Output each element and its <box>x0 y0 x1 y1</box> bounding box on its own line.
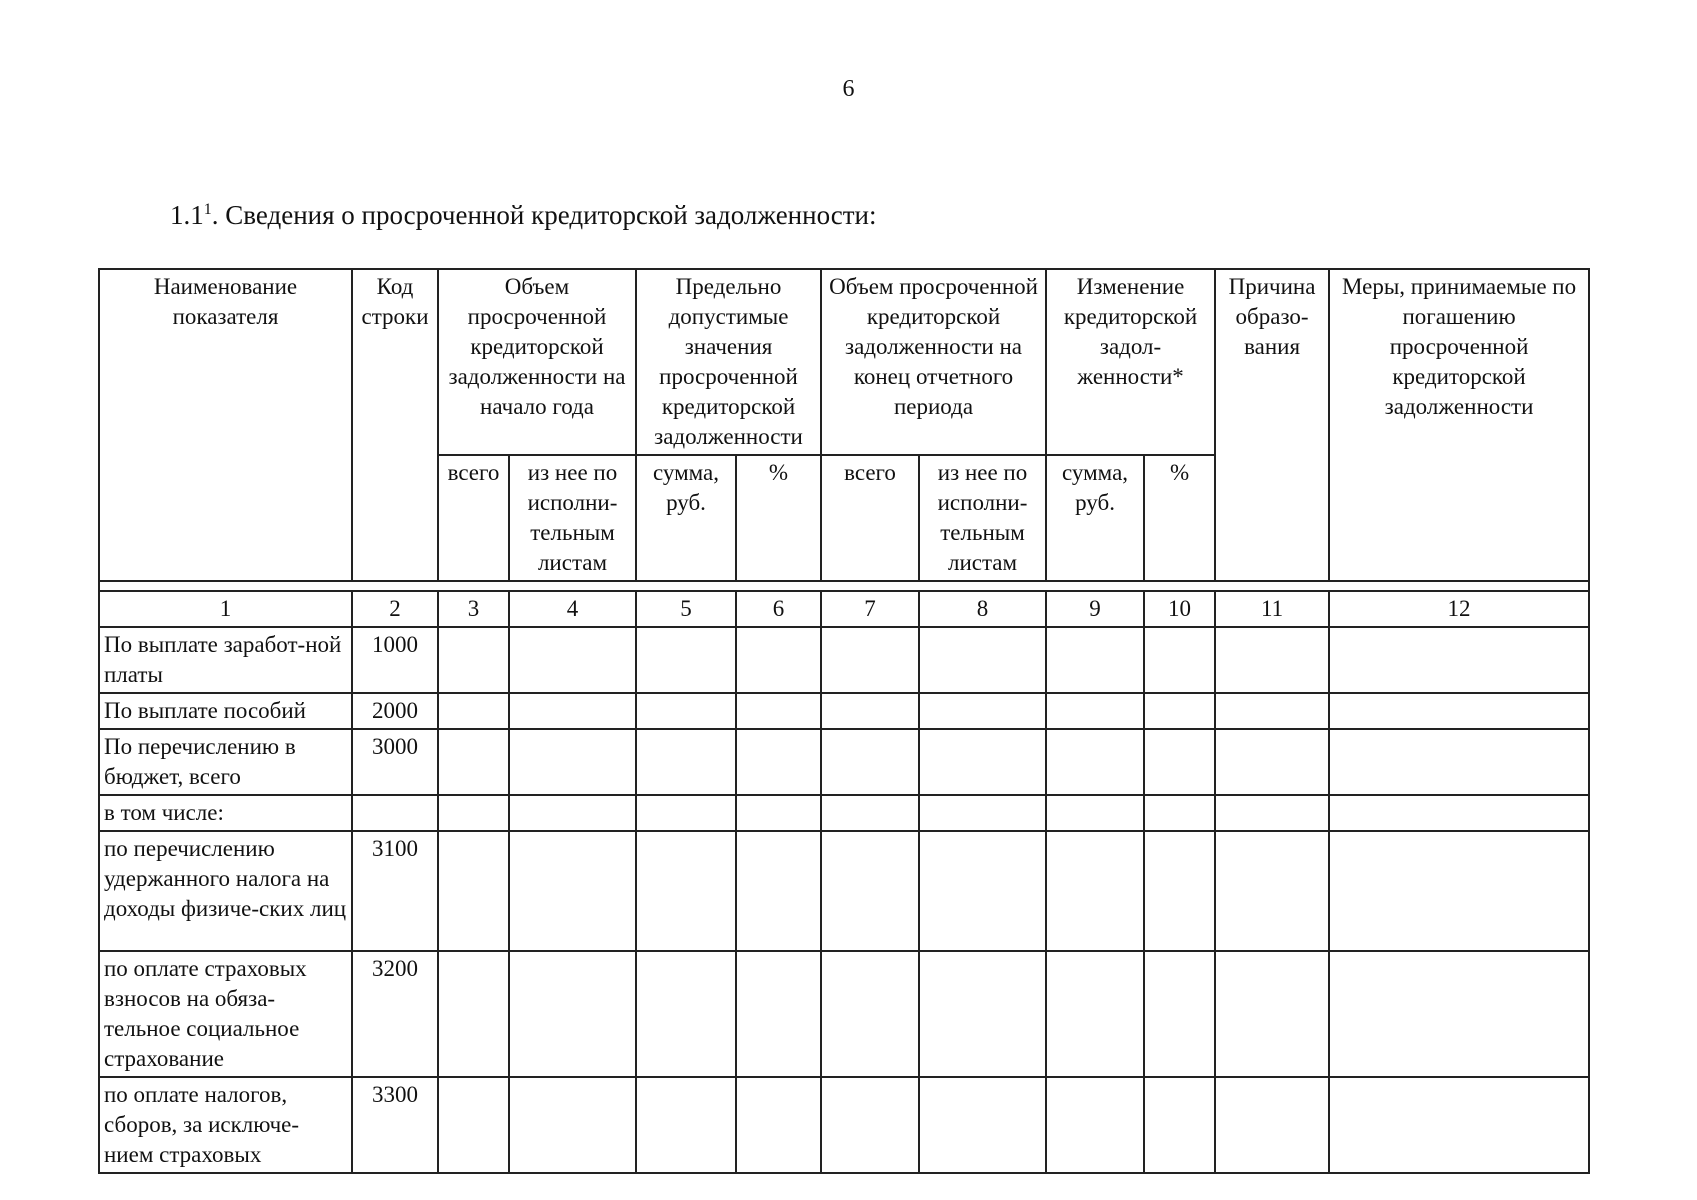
cell-total-start[interactable] <box>438 729 509 795</box>
column-number: 12 <box>1329 591 1589 627</box>
cell-total-end[interactable] <box>821 951 919 1077</box>
row-name: по оплате налогов, сборов, за исключе-нием страховых <box>99 1077 352 1173</box>
cell-total-start[interactable] <box>438 627 509 693</box>
column-number: 4 <box>509 591 636 627</box>
cell-measures[interactable] <box>1329 693 1589 729</box>
column-number: 11 <box>1215 591 1329 627</box>
cell-limit-sum[interactable] <box>636 1077 736 1173</box>
header-change: Изменение кредиторской задол-женности* <box>1046 269 1215 455</box>
cell-limit-percent[interactable] <box>736 693 821 729</box>
column-number: 3 <box>438 591 509 627</box>
cell-limit-sum[interactable] <box>636 627 736 693</box>
cell-of-which-end[interactable] <box>919 729 1046 795</box>
cell-total-end[interactable] <box>821 729 919 795</box>
subheader-percent: % <box>736 455 821 581</box>
table-row-3000 <box>99 729 1589 795</box>
cell-of-which-end[interactable] <box>919 831 1046 951</box>
table-row-2000 <box>99 693 1589 729</box>
header-name: Наименование показателя <box>99 269 352 581</box>
cell-change-sum[interactable] <box>1046 729 1144 795</box>
cell-limit-percent[interactable] <box>736 831 821 951</box>
cell-measures[interactable] <box>1329 729 1589 795</box>
column-number: 9 <box>1046 591 1144 627</box>
cell-measures[interactable] <box>1329 951 1589 1077</box>
row-code: 3100 <box>352 831 438 951</box>
header-gap <box>99 581 1589 591</box>
cell-change-sum[interactable] <box>1046 831 1144 951</box>
cell-measures[interactable] <box>1329 831 1589 951</box>
column-number: 2 <box>352 591 438 627</box>
header-limit: Предельно допустимые значения просроченной кредиторской задолженности <box>636 269 821 455</box>
cell-total-start[interactable] <box>438 795 509 831</box>
cell-total-start[interactable] <box>438 1077 509 1173</box>
title-footnote-mark: 1 <box>203 201 212 218</box>
cell-of-which-end[interactable] <box>919 693 1046 729</box>
column-number: 10 <box>1144 591 1215 627</box>
cell-total-end[interactable] <box>821 831 919 951</box>
subheader-percent: % <box>1144 455 1215 581</box>
column-number: 8 <box>919 591 1046 627</box>
cell-reason[interactable] <box>1215 627 1329 693</box>
cell-change-percent[interactable] <box>1144 831 1215 951</box>
title-prefix: 1.1 <box>170 200 204 230</box>
page-number: 6 <box>842 76 855 102</box>
title-text: . Сведения о просроченной кредиторской задолженности: <box>211 200 877 230</box>
cell-change-sum[interactable] <box>1046 627 1144 693</box>
subheader-of-which: из нее по исполни-тельным листам <box>509 455 636 581</box>
row-name: по перечислению удержанного налога на доходы физиче-ских лиц <box>99 831 352 951</box>
header-measures: Меры, принимаемые по погашению просроченной кредиторской задолженности <box>1329 269 1589 581</box>
table-row-1000 <box>99 627 1589 693</box>
cell-of-which-start[interactable] <box>509 627 636 693</box>
cell-limit-percent[interactable] <box>736 1077 821 1173</box>
cell-change-sum[interactable] <box>1046 1077 1144 1173</box>
row-name: По перечислению в бюджет, всего <box>99 729 352 795</box>
cell-change-percent[interactable] <box>1144 627 1215 693</box>
cell-reason[interactable] <box>1215 693 1329 729</box>
header-code: Код строки <box>352 269 438 581</box>
section-title <box>170 200 876 231</box>
cell-limit-percent[interactable] <box>736 627 821 693</box>
cell-limit-sum[interactable] <box>636 951 736 1077</box>
cell-reason[interactable] <box>1215 1077 1329 1173</box>
cell-change-sum[interactable] <box>1046 693 1144 729</box>
column-number: 6 <box>736 591 821 627</box>
cell-measures[interactable] <box>1329 627 1589 693</box>
header-volume-end: Объем просроченной кредиторской задолженности на конец отчетного периода <box>821 269 1046 455</box>
cell-reason[interactable] <box>1215 729 1329 795</box>
column-number: 1 <box>99 591 352 627</box>
row-code: 3000 <box>352 729 438 795</box>
table-row-3100 <box>99 831 1589 951</box>
table-row-3200 <box>99 951 1589 1077</box>
cell-total-end[interactable] <box>821 795 919 831</box>
cell-of-which-end[interactable] <box>919 951 1046 1077</box>
cell-limit-sum[interactable] <box>636 729 736 795</box>
row-name: По выплате заработ-ной платы <box>99 627 352 693</box>
column-numbers-row <box>99 591 1589 627</box>
cell-of-which-start[interactable] <box>509 693 636 729</box>
cell-measures[interactable] <box>1329 795 1589 831</box>
cell-reason[interactable] <box>1215 831 1329 951</box>
cell-total-start[interactable] <box>438 831 509 951</box>
cell-total-start[interactable] <box>438 951 509 1077</box>
header-volume-start: Объем просроченной кредиторской задолженности на начало года <box>438 269 636 455</box>
cell-change-percent[interactable] <box>1144 951 1215 1077</box>
cell-total-end[interactable] <box>821 693 919 729</box>
cell-change-percent[interactable] <box>1144 795 1215 831</box>
cell-of-which-start[interactable] <box>509 951 636 1077</box>
cell-change-sum[interactable] <box>1046 951 1144 1077</box>
cell-reason[interactable] <box>1215 795 1329 831</box>
cell-limit-sum[interactable] <box>636 795 736 831</box>
row-name: По выплате пособий <box>99 693 352 729</box>
table-row-3300 <box>99 1077 1589 1173</box>
cell-of-which-start[interactable] <box>509 795 636 831</box>
cell-limit-sum[interactable] <box>636 831 736 951</box>
cell-reason[interactable] <box>1215 951 1329 1077</box>
cell-change-percent[interactable] <box>1144 1077 1215 1173</box>
cell-change-percent[interactable] <box>1144 693 1215 729</box>
header-reason: Причина образо-вания <box>1215 269 1329 581</box>
subheader-of-which: из нее по исполни-тельным листам <box>919 455 1046 581</box>
row-code <box>352 795 438 831</box>
row-code: 2000 <box>352 693 438 729</box>
row-code: 3200 <box>352 951 438 1077</box>
column-number: 7 <box>821 591 919 627</box>
subheader-total: всего <box>821 455 919 581</box>
cell-total-end[interactable] <box>821 1077 919 1173</box>
subheader-sum: сумма, руб. <box>636 455 736 581</box>
cell-of-which-start[interactable] <box>509 729 636 795</box>
cell-limit-percent[interactable] <box>736 951 821 1077</box>
subheader-sum: сумма, руб. <box>1046 455 1144 581</box>
column-number: 5 <box>636 591 736 627</box>
cell-total-end[interactable] <box>821 627 919 693</box>
cell-change-sum[interactable] <box>1046 795 1144 831</box>
overdue-payables-table <box>98 268 1590 1174</box>
cell-measures[interactable] <box>1329 1077 1589 1173</box>
cell-change-percent[interactable] <box>1144 729 1215 795</box>
row-code: 1000 <box>352 627 438 693</box>
subheader-total: всего <box>438 455 509 581</box>
row-name: в том числе: <box>99 795 352 831</box>
cell-of-which-start[interactable] <box>509 831 636 951</box>
cell-limit-sum[interactable] <box>636 693 736 729</box>
cell-limit-percent[interactable] <box>736 729 821 795</box>
cell-of-which-end[interactable] <box>919 627 1046 693</box>
cell-limit-percent[interactable] <box>736 795 821 831</box>
cell-total-start[interactable] <box>438 693 509 729</box>
row-name: по оплате страховых взносов на обяза-тельное социальное страхование <box>99 951 352 1077</box>
row-code: 3300 <box>352 1077 438 1173</box>
cell-of-which-end[interactable] <box>919 795 1046 831</box>
table-row-including <box>99 795 1589 831</box>
cell-of-which-start[interactable] <box>509 1077 636 1173</box>
cell-of-which-end[interactable] <box>919 1077 1046 1173</box>
